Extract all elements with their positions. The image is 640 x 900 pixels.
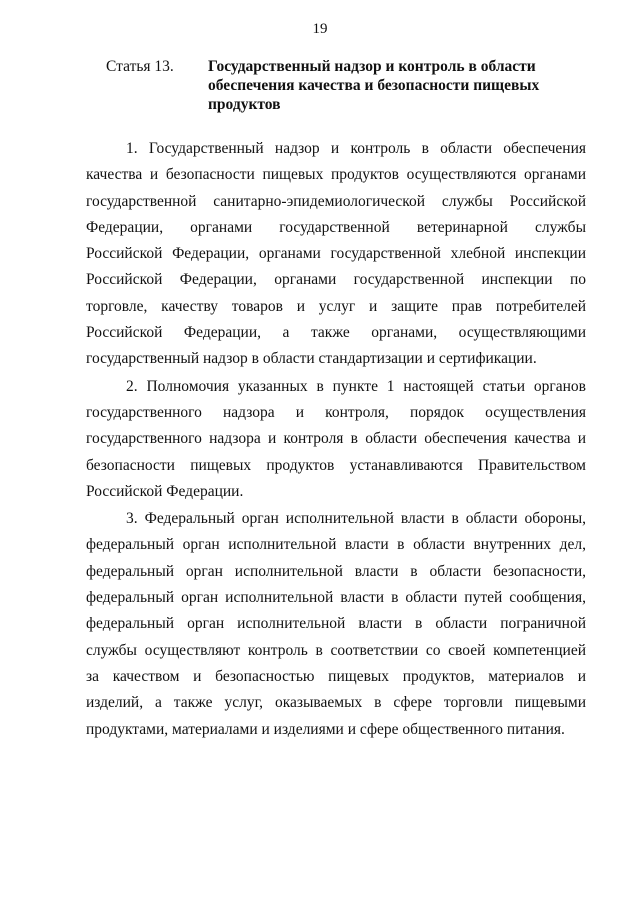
- article-title: [208, 57, 568, 114]
- text-line: Российской Федерации, органами государственной инспекции по: [86, 271, 586, 289]
- text-line: Российской Федерации.: [86, 482, 244, 500]
- article-title-line: продуктов: [208, 96, 281, 113]
- text-line: федеральный орган исполнительной власти в области пограничной: [86, 615, 586, 633]
- text-line: Российской Федерации, а также органами, осуществляющими: [86, 324, 586, 342]
- article-title-line: Государственный надзор и контроль в области: [208, 58, 536, 75]
- text-line: безопасности пищевых продуктов устанавливаются Правительством: [86, 456, 586, 474]
- text-line: государственной санитарно-эпидемиологической службы Российской: [86, 192, 586, 210]
- text-line: изделий, а также услуг, оказываемых в сфере торговли пищевыми: [86, 694, 586, 712]
- text-line: Федерации, органами государственной ветеринарной службы: [86, 218, 586, 236]
- article-label: Статья 13.: [106, 58, 174, 75]
- paragraph-1: [86, 136, 586, 373]
- text-line: федеральный орган исполнительной власти в области путей сообщения,: [86, 589, 586, 607]
- text-line: Российской Федерации, органами государственной хлебной инспекции: [86, 245, 586, 263]
- text-line: государственного надзора и контроля, порядок осуществления: [86, 403, 586, 421]
- text-line: торговле, качеству товаров и услуг и защите прав потребителей: [86, 297, 586, 315]
- article-body: [86, 136, 586, 743]
- text-line: 1. Государственный надзор и контроль в области обеспечения: [126, 140, 586, 157]
- paragraph-2: [86, 374, 586, 505]
- text-line: федеральный орган исполнительной власти в области внутренних дел,: [86, 536, 586, 554]
- text-line: службы осуществляют контроль в соответствии со своей компетенцией: [86, 641, 586, 659]
- text-line: федеральный орган исполнительной власти в области безопасности,: [86, 562, 586, 580]
- text-line: продуктами, материалами и изделиями и сфере общественного питания.: [86, 720, 565, 738]
- article-title-line: обеспечения качества и безопасности пищевых: [208, 77, 540, 94]
- text-line: государственный надзор в области стандартизации и сертификации.: [86, 350, 537, 368]
- paragraph-3: [86, 506, 586, 743]
- page-number: 19: [312, 21, 328, 37]
- text-line: государственного надзора и контроля в области обеспечения качества и: [86, 430, 586, 448]
- text-line: за качеством и безопасностью пищевых продуктов, материалов и: [86, 667, 586, 685]
- text-line: 2. Полномочия указанных в пункте 1 настоящей статьи органов: [126, 377, 586, 395]
- text-line: 3. Федеральный орган исполнительной власти в области обороны,: [126, 510, 586, 528]
- text-line: качества и безопасности пищевых продуктов осуществляются органами: [86, 166, 586, 184]
